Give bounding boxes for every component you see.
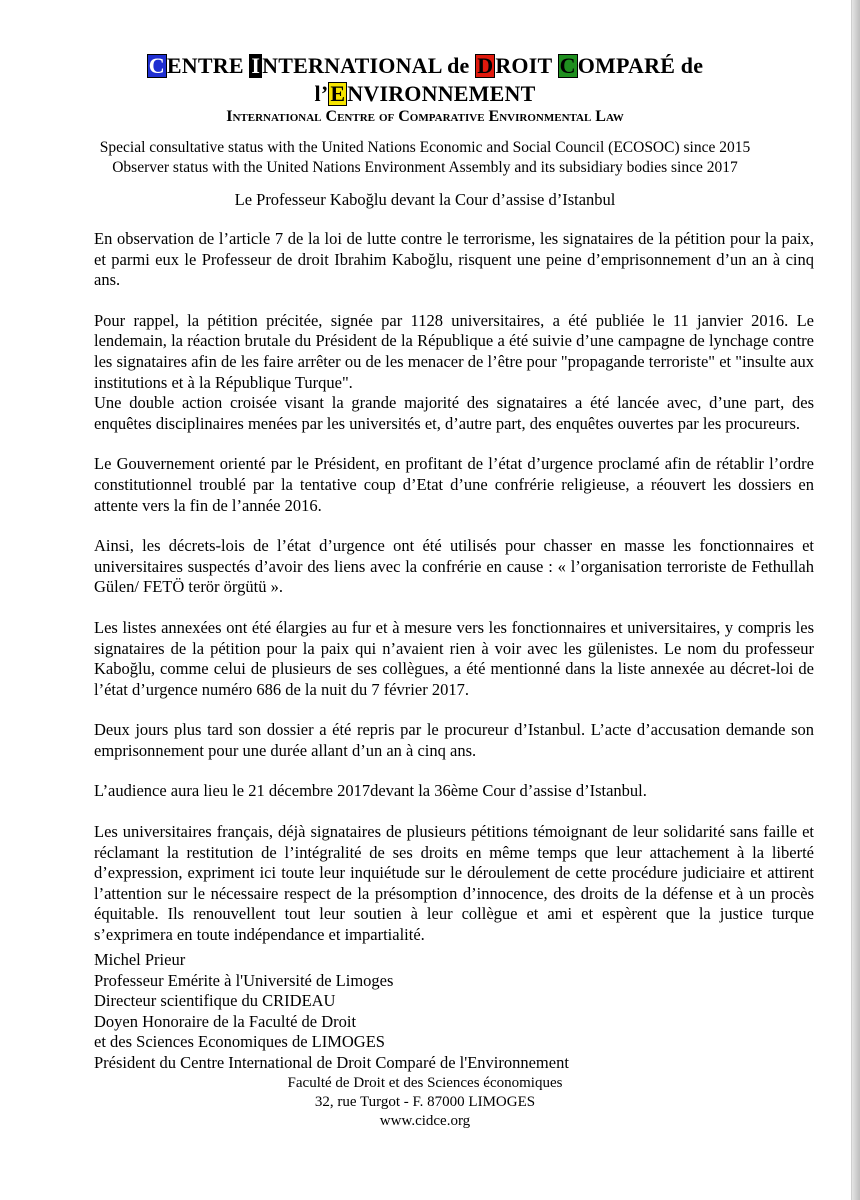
status-ecosoc: Special consultative status with the United Nations Economic and Social Council (ECOSOC) since 2015 — [99, 139, 751, 156]
initial-c-highlight: C — [148, 53, 165, 78]
initial-d-highlight: D — [477, 53, 494, 78]
signatory-name: Michel Prieur — [94, 950, 186, 969]
signature-block — [94, 950, 569, 1074]
paragraph: Ainsi, les décrets-lois de l’état d’urgence ont été utilisés pour chasser en masse les fonctionnaires et universitaires suspectés d’avoir des liens avec la confrérie en cause : « l’organisation terroriste de Fethullah Gülen/ FETÖ terör örgütü ». — [94, 536, 814, 597]
status-unea: Observer status with the United Nations Environment Assembly and its subsidiary bodies since 2017 — [112, 159, 738, 176]
initial-e-highlight: E — [330, 81, 346, 106]
initial-i-highlight: I — [251, 53, 261, 78]
signatory-title: Professeur Emérite à l'Université de Limoges — [94, 970, 394, 990]
org-word-environnement: NVIRONNEMENT — [347, 81, 536, 106]
document-title: Le Professeur Kaboğlu devant la Cour d’assise d’Istanbul — [234, 190, 616, 209]
letterhead — [0, 52, 850, 126]
org-word-centre: ENTRE — [166, 53, 244, 78]
paragraph: Le Gouvernement orienté par le Président, en profitant de l’état d’urgence proclamé afin de rétablir l’ordre constitutionnel troublé par la tentative coup d’Etat d’une confrérie religieuse, a réouvert les dossiers en attente vers la fin de l’année 2016. — [94, 454, 814, 515]
paragraph: Pour rappel, la pétition précitée, signée par 1128 universitaires, a été publiée le 11 janvier 2016. Le lendemain, la réaction brutale du Président de la République a été suivie d’une campagne de lynchage contre les signataires afin de les faire arrêter ou de les menacer de l’être pour "propagande terroriste" et "insulte aux institutions et à la République Turque". — [94, 310, 814, 392]
signatory-title: Directeur scientifique du CRIDEAU — [94, 991, 336, 1011]
paragraph: Une double action croisée visant la grande majorité des signataires a été lancée avec, d’une part, des enquêtes disciplinaires menées par les universités et, d’autre part, des enquêtes ouvertes par les procureurs. — [94, 393, 814, 433]
signatory-title: Doyen Honoraire de la Faculté de Droit — [94, 1011, 357, 1031]
page-edge-shadow — [851, 0, 860, 1200]
paragraph: En observation de l’article 7 de la loi de lutte contre le terrorisme, les signataires de la pétition pour la paix, et parmi eux le Professeur de droit Ibrahim Kaboğlu, risquent une peine d’emprisonnement d’un an à cinq ans. — [94, 229, 814, 290]
org-word-compare: OMPARÉ de — [577, 53, 704, 78]
org-name-line-2 — [0, 80, 850, 108]
footer-address — [0, 1074, 850, 1131]
initial-c2-highlight: C — [559, 53, 576, 78]
paragraph: Les universitaires français, déjà signataires de plusieurs pétitions témoignant de leur solidarité sans faille et réclamant la restitution de l’intégralité de ses droits en même temps que leur attachement à la liberté d’expression, expriment ici toute leur inquiétude sur le déroulement de cette procédure judiciaire et attirent l’attention sur le nécessaire respect de la présomption d’innocence, des droits de la défense et à un procès équitable. Ils renouvellent tout leur soutien à leur collègue et ami et espèrent que la justice turque s’exprimera en toute indépendance et impartialité. — [94, 822, 814, 945]
signatory-title: Président du Centre International de Droit Comparé de l'Environnement — [94, 1052, 569, 1072]
paragraph: Deux jours plus tard son dossier a été repris par le procureur d’Istanbul. L’acte d’accusation demande son emprisonnement pour une durée allant d’un an à cinq ans. — [94, 720, 814, 760]
paragraph: L’audience aura lieu le 21 décembre 2017devant la 36ème Cour d’assise d’Istanbul. — [94, 781, 647, 801]
org-prefix: l’ — [314, 81, 329, 106]
org-english-name: International Centre of Comparative Environmental Law — [226, 108, 624, 125]
document-body — [94, 229, 814, 966]
footer-faculty: Faculté de Droit et des Sciences économiques — [287, 1075, 563, 1091]
status-block — [0, 138, 850, 178]
footer-website: www.cidce.org — [379, 1113, 471, 1129]
paragraph: Les listes annexées ont été élargies au fur et à mesure vers les fonctionnaires et universitaires, y compris les signataires de la pétition pour la paix qui n’avaient rien à voir avec les gülenistes. Le nom du professeur Kaboğlu, comme celui de plusieurs de ses collègues, a été mentionné dans la liste annexée au décret-loi de l’état d’urgence numéro 686 de la nuit du 7 février 2017. — [94, 617, 814, 699]
signatory-title: et des Sciences Economiques de LIMOGES — [94, 1032, 385, 1052]
org-word-international: NTERNATIONAL de — [262, 53, 470, 78]
org-word-droit: ROIT — [495, 53, 552, 78]
footer-street: 32, rue Turgot - F. 87000 LIMOGES — [314, 1094, 536, 1110]
org-name-line-1 — [0, 52, 850, 80]
